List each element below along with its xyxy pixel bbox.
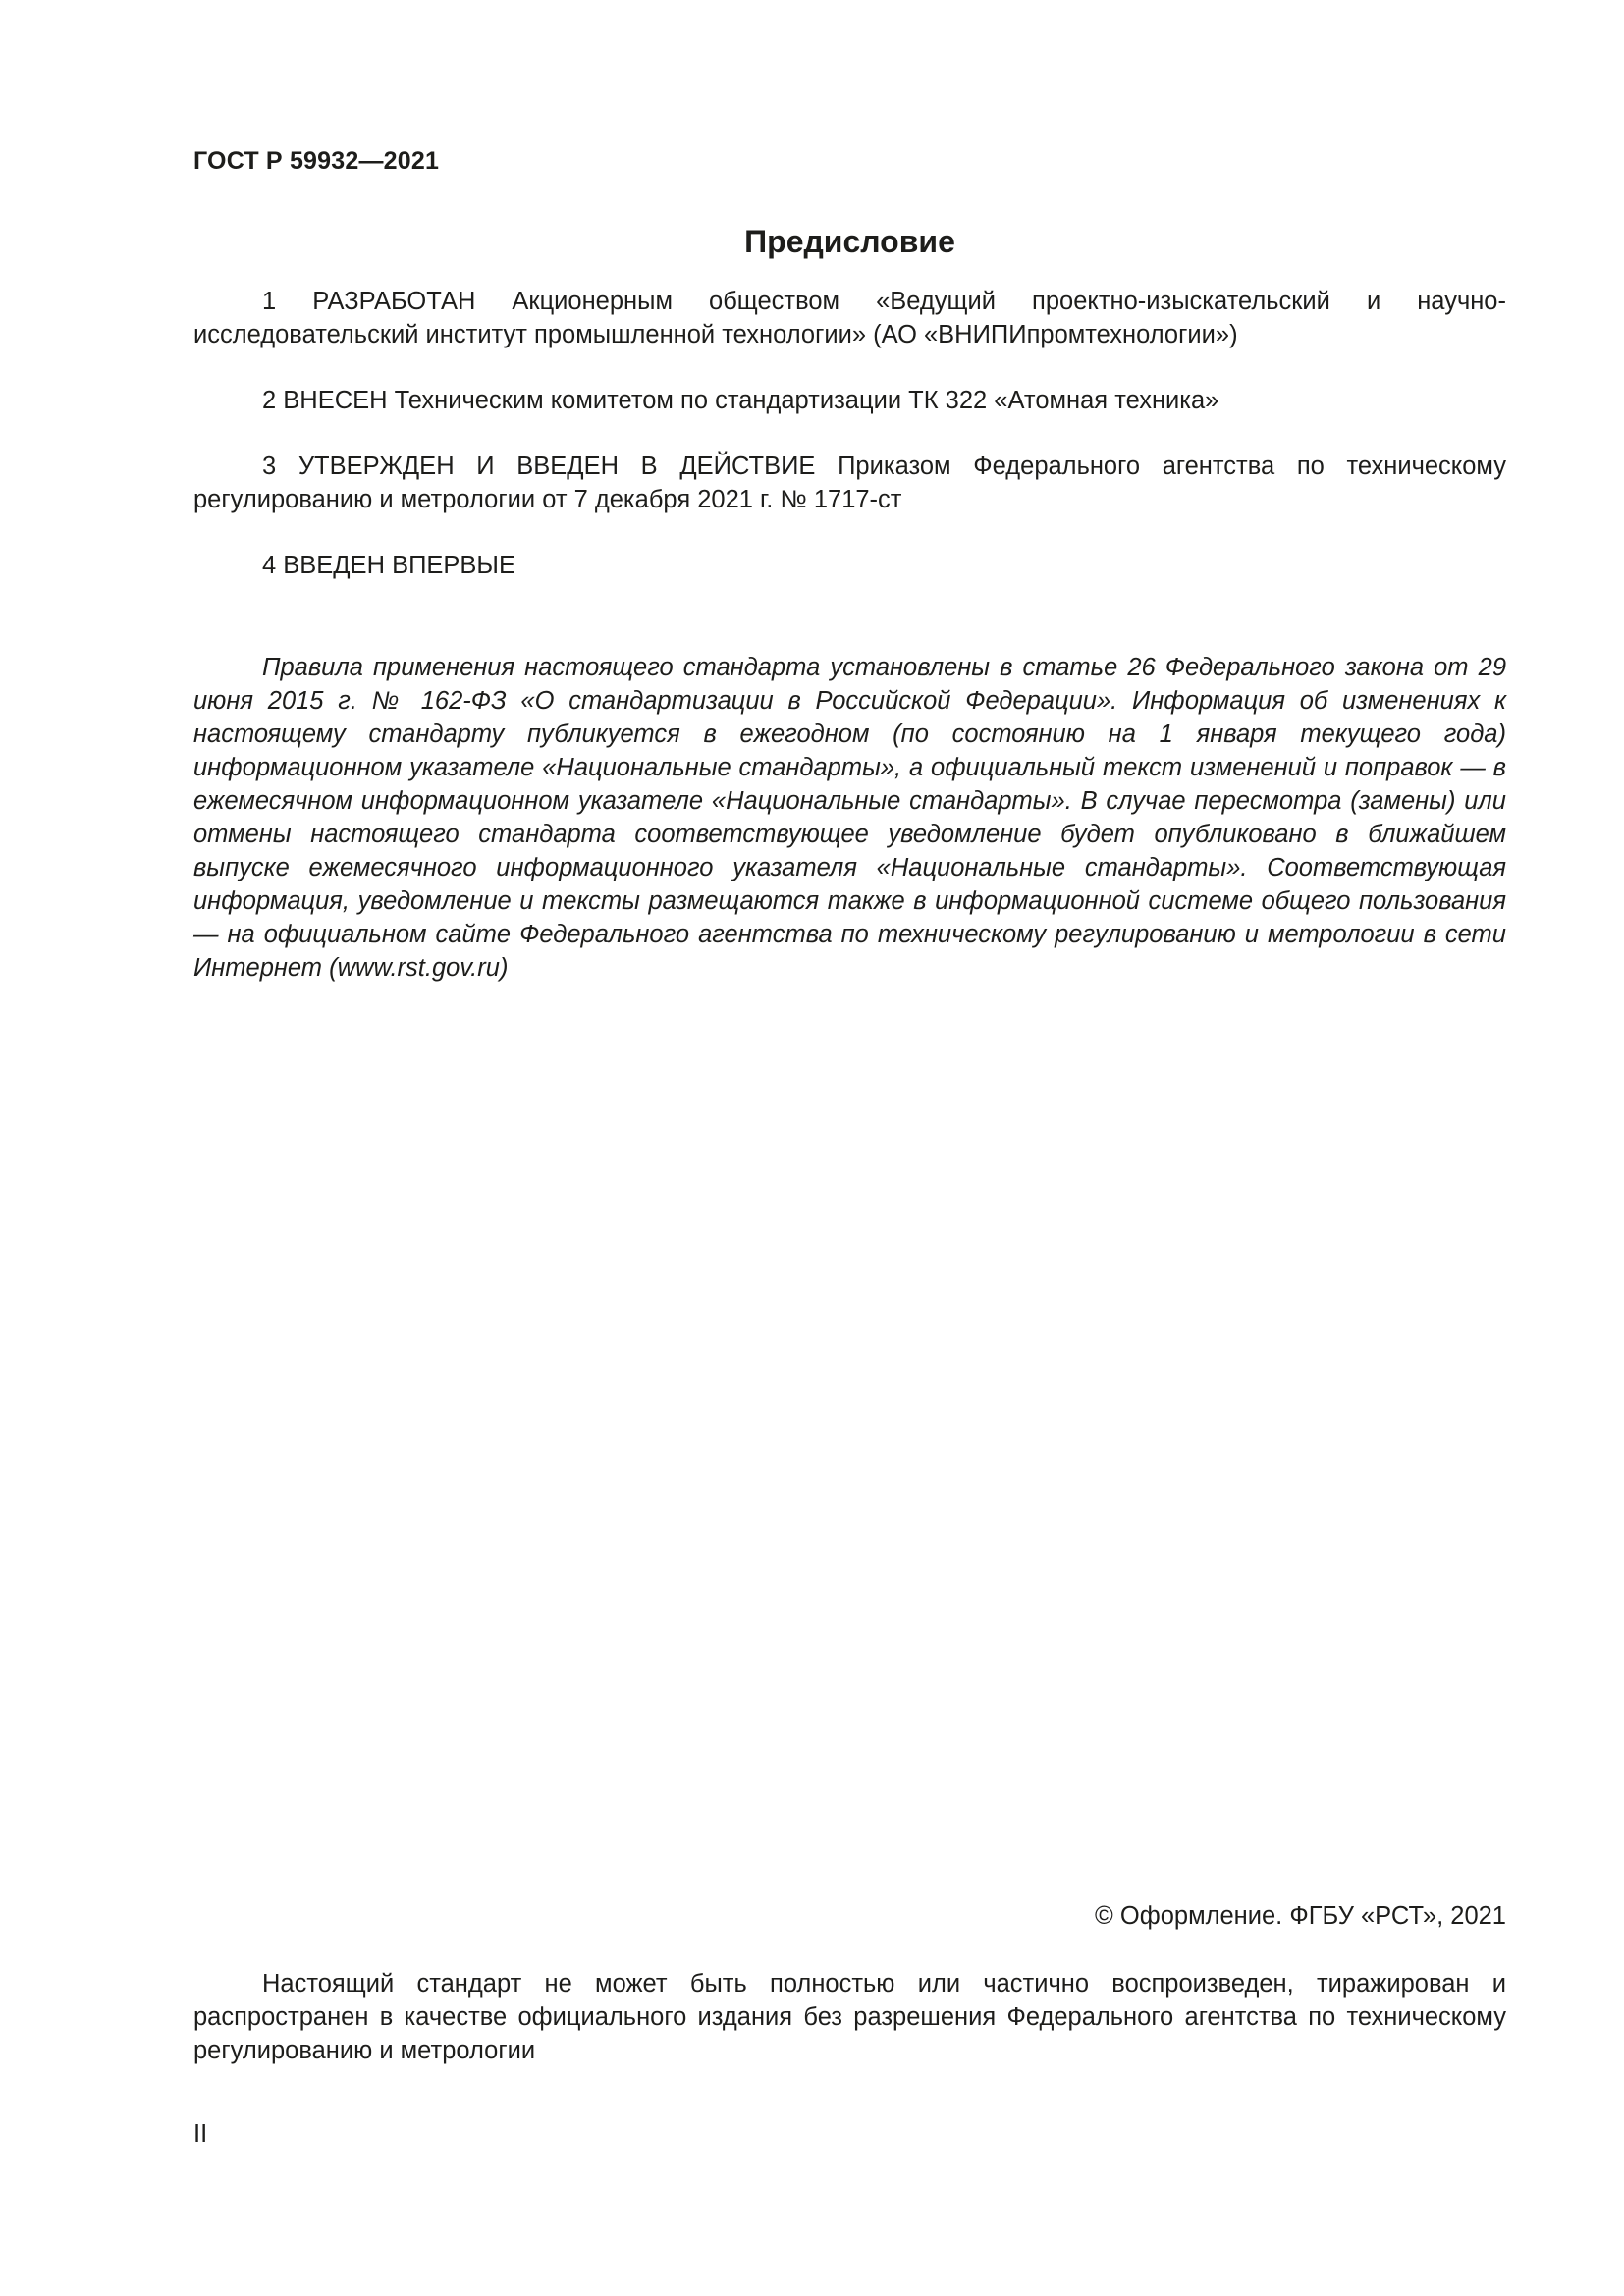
- standard-code: ГОСТ Р 59932—2021: [193, 147, 440, 175]
- rules-note: Правила применения настоящего стандарта установлены в статье 26 Федерального закона от 29 июня 2015 г. № 162-ФЗ «О стандартизации в Российской Федерации». Информация об изменениях к настоящему стандарту публикуется в ежегодном (по состоянию на 1 января текущего года) информационном указателе «Национальные стандарты», а официальный текст изменений и поправок — в ежемесячном информационном указателе «Национальные стандарты». В случае пересмотра (замены) или отмены настоящего стандарта соответствующее уведомление будет опубликовано в ближайшем выпуске ежемесячного информационного указателя «Национальные стандарты». Соответствующая информация, уведомление и тексты размещаются также в информационной системе общего пользования — на официальном сайте Федерального агентства по техническому регулированию и метрологии в сети Интернет (www.rst.gov.ru): [193, 654, 1506, 982]
- copyright-line: © Оформление. ФГБУ «РСТ», 2021: [1095, 1902, 1506, 1930]
- reproduction-notice: Настоящий стандарт не может быть полностью или частично воспроизведен, тиражирован и распространен в качестве официального издания без разрешения Федерального агентства по техническому регулированию и метрологии: [193, 1970, 1506, 2064]
- foreword-item-approved: 3 УТВЕРЖДЕН И ВВЕДЕН В ДЕЙСТВИЕ Приказом Федерального агентства по техническому регулированию и метрологии от 7 декабря 2021 г. № 1717-ст: [193, 453, 1506, 513]
- foreword-item-first-introduced: 4 ВВЕДЕН ВПЕРВЫЕ: [262, 552, 516, 579]
- page-number: II: [193, 2120, 208, 2148]
- page-title: Предисловие: [744, 224, 955, 259]
- foreword-item-introduced: 2 ВНЕСЕН Техническим комитетом по стандартизации ТК 322 «Атомная техника»: [262, 387, 1219, 414]
- foreword-content: [193, 285, 1506, 985]
- foreword-item-developed: 1 РАЗРАБОТАН Акционерным обществом «Ведущий проектно-изыскательский и научно-исследовательский институт промышленной технологии» (АО «ВНИПИпромтехнологии»): [193, 288, 1506, 348]
